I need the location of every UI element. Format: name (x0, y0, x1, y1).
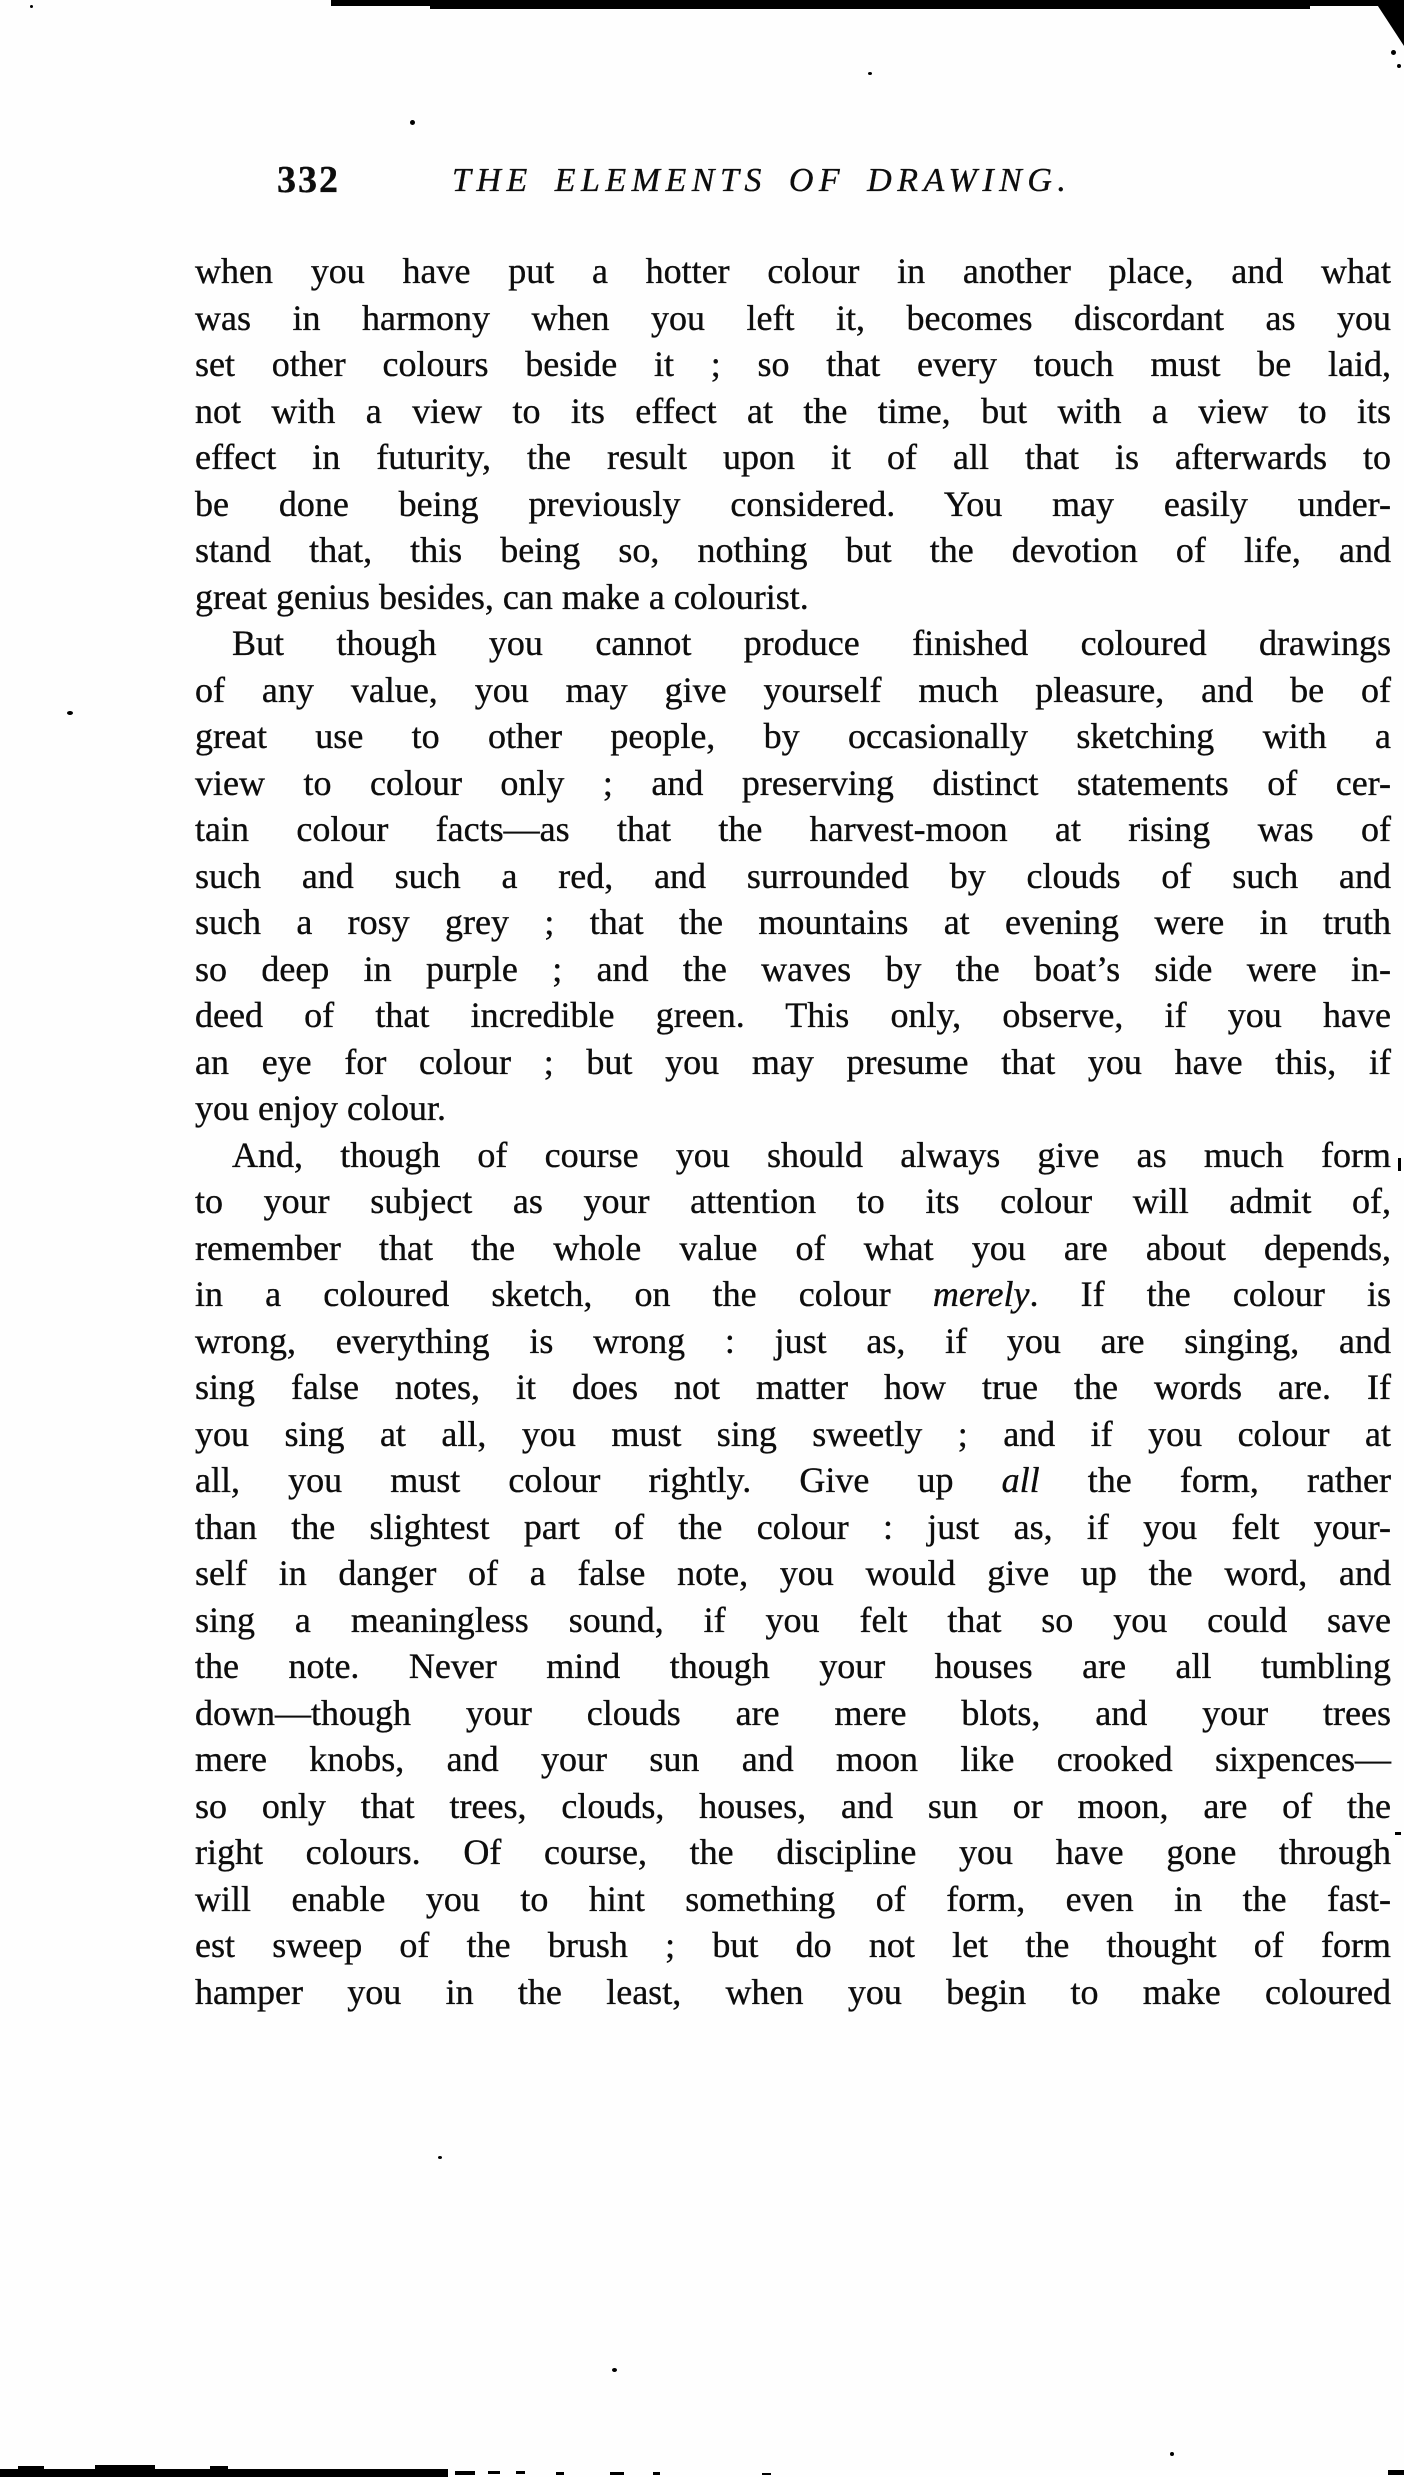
text-line: And, though of course you should always give as much form (232, 1134, 1391, 1175)
text-line: view to colour only ; and preserving distinct statements of cer- (195, 762, 1391, 803)
page-text (195, 248, 1391, 2015)
paragraph-1 (195, 248, 1391, 620)
text-line: mere knobs, and your sun and moon like crooked sixpences— (195, 1739, 1391, 1779)
scan-artifact-bottom-bump (18, 2466, 44, 2469)
running-title: THE ELEMENTS OF DRAWING. (452, 162, 1072, 199)
page-number: 332 (277, 159, 340, 201)
scan-artifact-speck (67, 711, 73, 715)
scan-artifact-speck (1391, 50, 1396, 55)
paragraph-3 (195, 1132, 1391, 2016)
text-line: effect in futurity, the result upon it of all that is afterwards to (195, 437, 1391, 477)
scan-artifact-bottom-edge (0, 2469, 448, 2477)
scan-artifact-edge-dash (1398, 1158, 1401, 1171)
line-segment: in a coloured sketch, on the colour (195, 1274, 933, 1314)
text-line: be done being previously considered. You may easily under- (195, 483, 1391, 524)
scan-artifact-bottom-dash (610, 2472, 624, 2475)
text-line (195, 1271, 1391, 1318)
italic-word: all (1001, 1460, 1040, 1500)
scan-artifact-top-edge-ragged (430, 6, 1310, 9)
scan-artifact-bottom-bump (95, 2465, 155, 2469)
scan-artifact-bottom-dash (653, 2472, 660, 2475)
text-line: But though you cannot produce finished coloured drawings (232, 623, 1391, 663)
scan-artifact-bottom-dash (516, 2471, 525, 2474)
text-line: so deep in purple ; and the waves by the boat’s side were in- (195, 948, 1391, 989)
text-line: remember that the whole value of what you are about depends, (195, 1227, 1391, 1268)
text-line: sing false notes, it does not matter how true the words are. If (195, 1367, 1391, 1407)
scan-artifact-bottom-dash (556, 2472, 564, 2475)
line-segment: the form, rather (1039, 1460, 1391, 1500)
paragraph-2 (195, 620, 1391, 1132)
scan-artifact-speck (1397, 64, 1401, 68)
scan-artifact-edge-dash (1395, 1832, 1401, 1835)
scan-artifact-corner-blob (1374, 0, 1404, 46)
text-line: of any value, you may give yourself much pleasure, and be of (195, 669, 1391, 710)
line-segment: . If the colour is (1029, 1274, 1392, 1314)
text-line: not with a view to its effect at the time, but with a view to its (195, 390, 1391, 431)
scan-artifact-bottom-dash (488, 2471, 500, 2474)
text-line: will enable you to hint something of form, even in the fast- (195, 1878, 1391, 1919)
text-line: sing a meaningless sound, if you felt that so you could save (195, 1599, 1391, 1640)
text-line: was in harmony when you left it, becomes discordant as you (195, 297, 1391, 338)
text-line: the note. Never mind though your houses are all tumbling (195, 1646, 1391, 1686)
text-line: such a rosy grey ; that the mountains at evening were in truth (195, 902, 1391, 942)
text-line: est sweep of the brush ; but do not let the thought of form (195, 1925, 1391, 1965)
scan-artifact-bottom-dash (1388, 2470, 1404, 2475)
scan-artifact-speck (438, 2156, 442, 2159)
text-line: deed of that incredible green. This only, observe, if you have (195, 995, 1391, 1035)
text-line: hamper you in the least, when you begin to make coloured (195, 1971, 1391, 2012)
text-line: set other colours beside it ; so that every touch must be laid, (195, 344, 1391, 384)
text-line: great use to other people, by occasionally sketching with a (195, 716, 1391, 756)
text-line: when you have put a hotter colour in another place, and what (195, 251, 1391, 291)
text-line: an eye for colour ; but you may presume that you have this, if (195, 1041, 1391, 1082)
text-line: right colours. Of course, the discipline you have gone through (195, 1832, 1391, 1872)
scan-artifact-speck (410, 120, 415, 125)
text-line: down—though your clouds are mere blots, and your trees (195, 1692, 1391, 1733)
text-line: tain colour facts—as that the harvest-moon at rising was of (195, 809, 1391, 849)
text-line: so only that trees, clouds, houses, and sun or moon, are of the (195, 1785, 1391, 1826)
scan-artifact-speck (30, 5, 33, 8)
text-line: wrong, everything is wrong : just as, if you are singing, and (195, 1320, 1391, 1361)
scan-artifact-speck (1170, 2452, 1174, 2456)
text-line: than the slightest part of the colour : just as, if you felt your- (195, 1506, 1391, 1547)
text-line: you sing at all, you must sing sweetly ; and if you colour at (195, 1413, 1391, 1454)
text-line: you enjoy colour. (195, 1088, 446, 1128)
scan-artifact-speck (612, 2368, 617, 2372)
scan-artifact-bottom-dash (455, 2471, 475, 2475)
text-line: self in danger of a false note, you would give up the word, and (195, 1553, 1391, 1593)
scan-artifact-bottom-dash (762, 2473, 771, 2475)
text-line: such and such a red, and surrounded by clouds of such and (195, 855, 1391, 896)
text-line (195, 1457, 1391, 1504)
text-line: to your subject as your attention to its colour will admit of, (195, 1181, 1391, 1221)
line-segment: all, you must colour rightly. Give up (195, 1460, 1002, 1500)
text-line: great genius besides, can make a colourist. (195, 576, 809, 617)
scan-artifact-bottom-bump (210, 2466, 228, 2469)
scan-artifact-speck (868, 72, 872, 75)
italic-word: merely (932, 1274, 1030, 1314)
text-line: stand that, this being so, nothing but the devotion of life, and (195, 530, 1391, 570)
